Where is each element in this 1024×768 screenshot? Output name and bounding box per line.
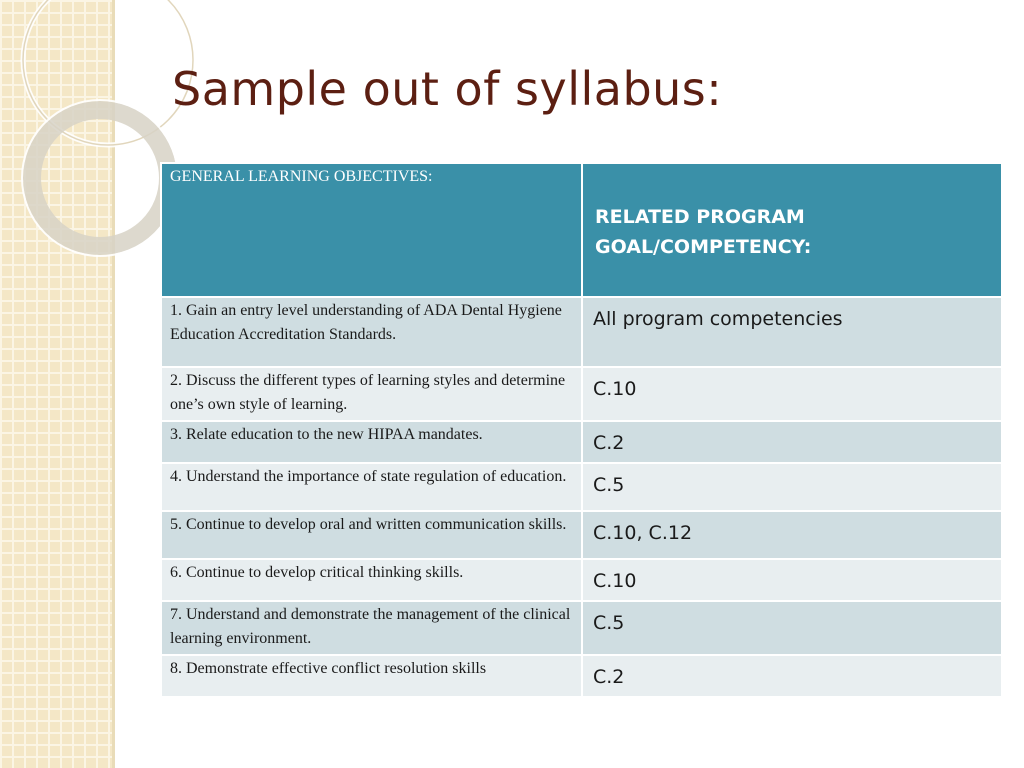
- competency-cell: C.5: [582, 601, 1002, 655]
- competency-cell: C.2: [582, 655, 1002, 697]
- competency-cell: C.5: [582, 463, 1002, 511]
- objective-cell: 3. Relate education to the new HIPAA mandates.: [161, 421, 582, 463]
- table-row: [161, 601, 1002, 655]
- competency-cell: C.10, C.12: [582, 511, 1002, 559]
- objective-cell: 6. Continue to develop critical thinking skills.: [161, 559, 582, 601]
- header-competency: [582, 163, 1002, 297]
- objective-cell: 2. Discuss the different types of learning styles and determine one’s own style of learning.: [161, 367, 582, 421]
- competency-cell: C.2: [582, 421, 1002, 463]
- table-row: [161, 511, 1002, 559]
- table-header-row: [161, 163, 1002, 297]
- objective-cell: 4. Understand the importance of state regulation of education.: [161, 463, 582, 511]
- table-row: [161, 655, 1002, 697]
- table-row: [161, 559, 1002, 601]
- table-row: [161, 297, 1002, 367]
- header-competency-line2: GOAL/COMPETENCY:: [595, 236, 812, 258]
- table-row: [161, 367, 1002, 421]
- header-objectives: GENERAL LEARNING OBJECTIVES:: [161, 163, 582, 297]
- objective-cell: 8. Demonstrate effective conflict resolution skills: [161, 655, 582, 697]
- objective-cell: 1. Gain an entry level understanding of ADA Dental Hygiene Education Accreditation Standards.: [161, 297, 582, 367]
- syllabus-table: [160, 162, 1003, 698]
- table-row: [161, 421, 1002, 463]
- table-row: [161, 463, 1002, 511]
- objective-cell: 5. Continue to develop oral and written communication skills.: [161, 511, 582, 559]
- competency-cell: All program competencies: [582, 297, 1002, 367]
- competency-cell: C.10: [582, 367, 1002, 421]
- slide-title: Sample out of syllabus:: [172, 62, 723, 116]
- competency-cell: C.10: [582, 559, 1002, 601]
- objective-cell: 7. Understand and demonstrate the management of the clinical learning environment.: [161, 601, 582, 655]
- header-competency-line1: RELATED PROGRAM: [595, 206, 805, 228]
